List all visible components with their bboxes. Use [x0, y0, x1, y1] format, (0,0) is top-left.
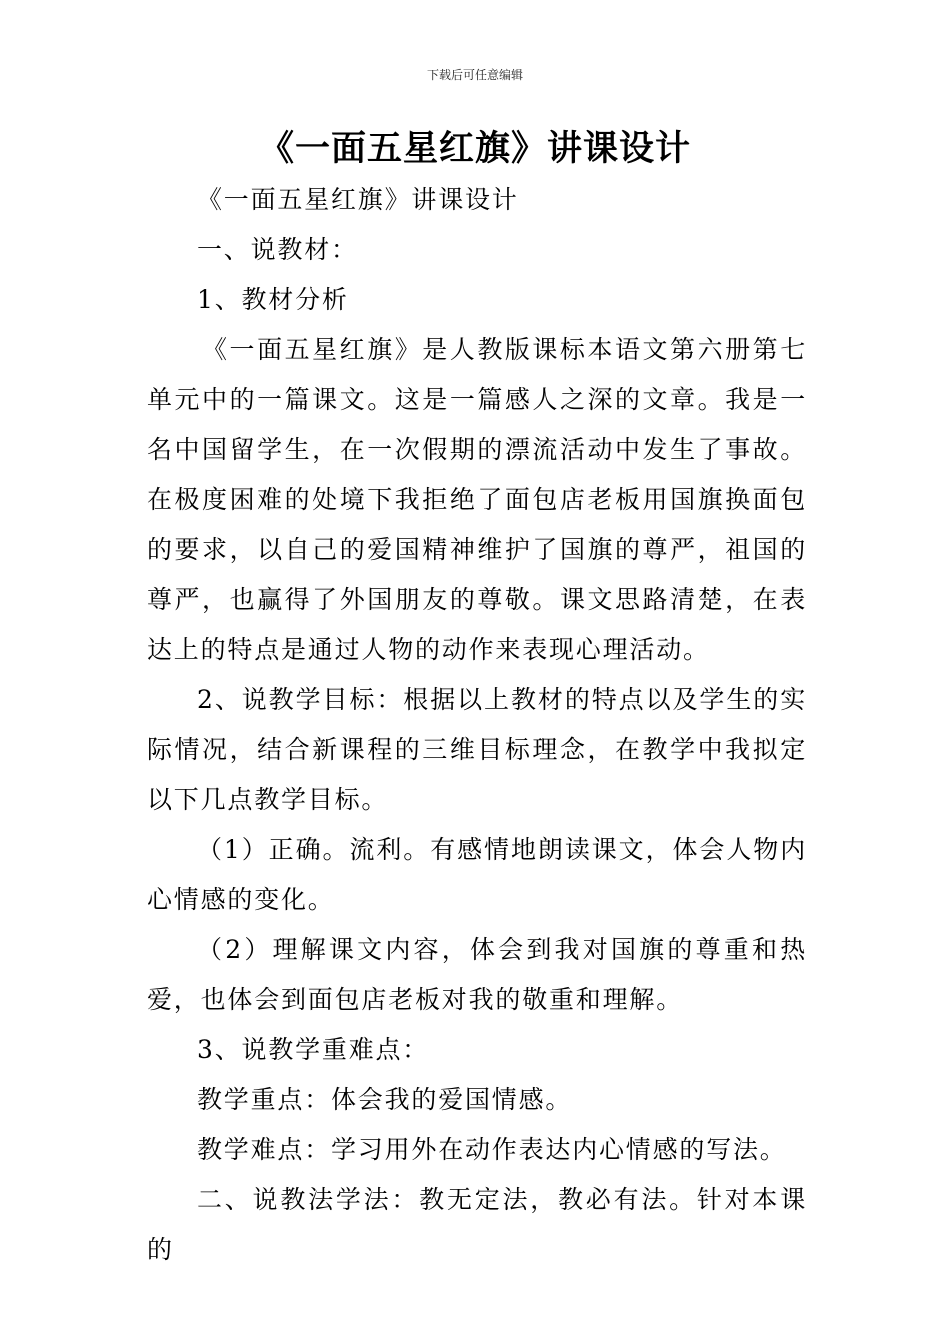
list-item: （1）正确。流利。有感情地朗读课文，体会人物内心情感的变化。: [147, 835, 807, 914]
document-body: [147, 175, 807, 1275]
subsection-heading: 1、教材分析: [197, 285, 349, 314]
header-note: 下载后可任意编辑: [426, 68, 523, 82]
paragraph: 《一面五星红旗》是人教版课标本语文第六册第七单元中的一篇课文。这是一篇感人之深的文章。我是一名中国留学生，在一次假期的漂流活动中发生了事故。在极度困难的处境下我拒绝了面包店老板用国旗换面包的要求，以自己的爱国精神维护了国旗的尊严，祖国的尊严，也赢得了外国朋友的尊敬。课文思路清楚，在表达上的特点是通过人物的动作来表现心理活动。: [147, 335, 807, 664]
paragraph: 教学重点：体会我的爱国情感。: [197, 1085, 573, 1114]
subtitle-line: 《一面五星红旗》讲课设计: [197, 185, 519, 214]
paragraph: 2、说教学目标：根据以上教材的特点以及学生的实际情况，结合新课程的三维目标理念，在教学中我拟定以下几点教学目标。: [147, 685, 807, 814]
section-heading: 二、说教法学法：教无定法，教必有法。针对本课的: [147, 1185, 807, 1264]
subsection-heading: 3、说教学重难点：: [197, 1035, 430, 1064]
paragraph: 教学难点：学习用外在动作表达内心情感的写法。: [197, 1135, 787, 1164]
list-item: （2）理解课文内容，体会到我对国旗的尊重和热爱，也体会到面包店老板对我的敬重和理解。: [147, 935, 807, 1014]
section-heading: 一、说教材：: [197, 235, 358, 264]
document-title: 《一面五星红旗》讲课设计: [258, 129, 691, 169]
